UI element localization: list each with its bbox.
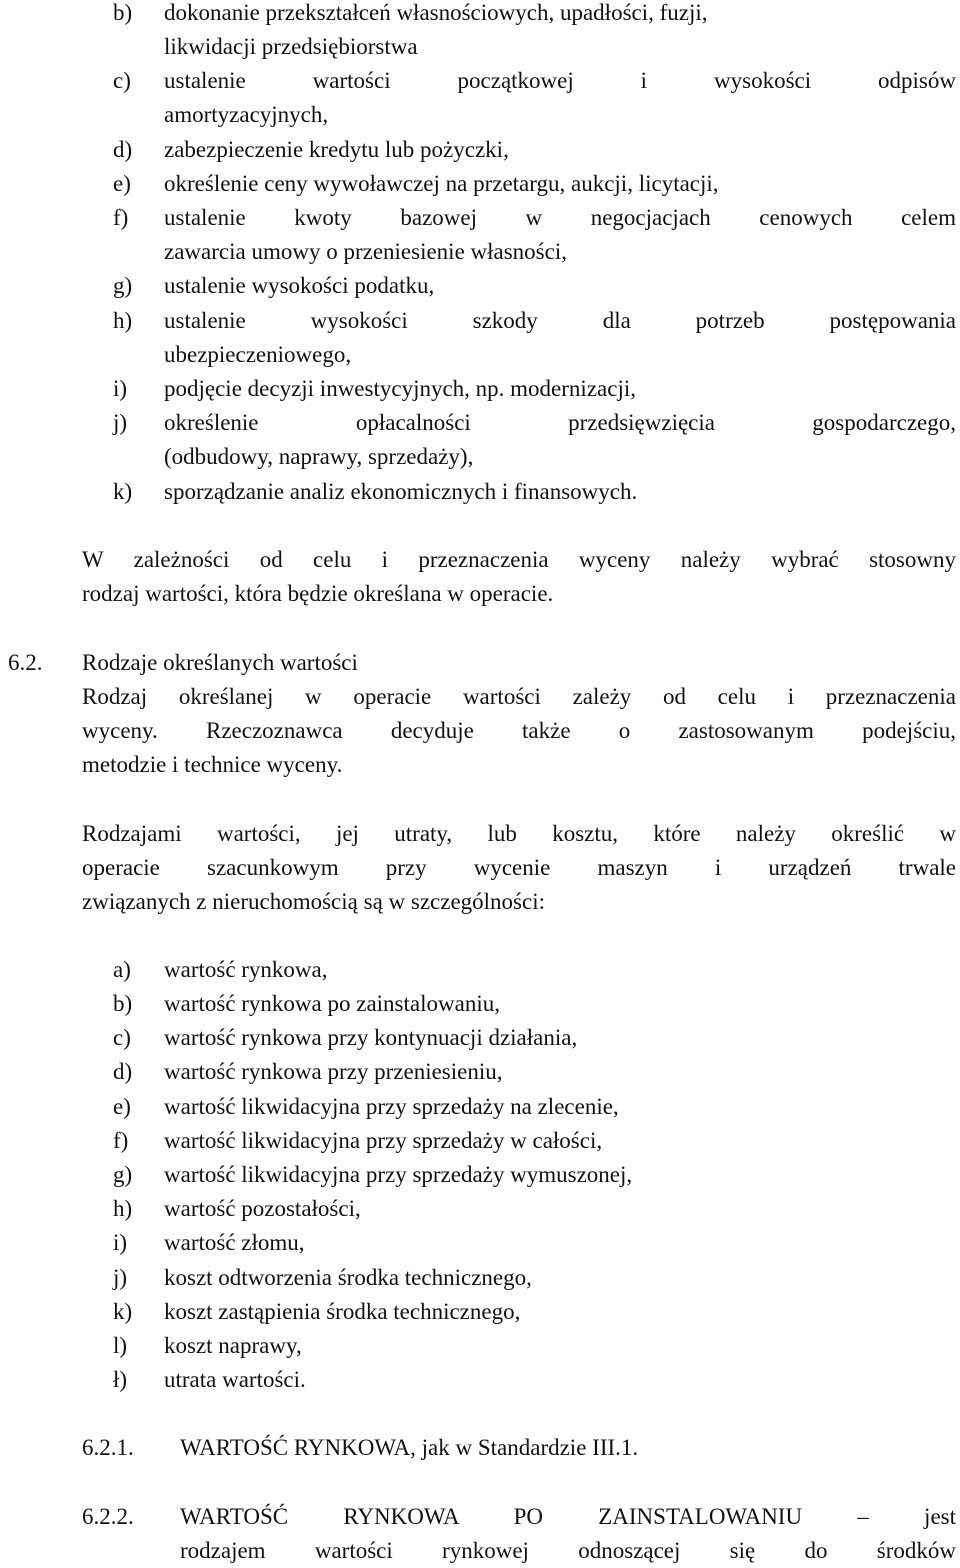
list-item-label: j)	[113, 410, 128, 435]
paragraph-line: związanych z nieruchomością są w szczególności:	[82, 889, 545, 914]
list-item-text: wartość rynkowa przy przeniesieniu,	[164, 1059, 503, 1084]
list-item-text: likwidacji przedsiębiorstwa	[164, 34, 418, 59]
list-item-label: c)	[113, 68, 131, 93]
section-number: 6.2.	[8, 650, 43, 675]
list-item-label: a)	[113, 957, 131, 982]
list-item-label: b)	[113, 991, 133, 1016]
list-item-label: k)	[113, 1299, 133, 1324]
paragraph-line: rodzajem wartości rynkowej odnoszącej się do środków	[180, 1538, 956, 1563]
list-item-text: podjęcie decyzji inwestycyjnych, np. modernizacji,	[164, 376, 636, 401]
list-item-label: h)	[113, 1196, 133, 1221]
list-item-label: c)	[113, 1025, 131, 1050]
list-item-text: ustalenie kwoty bazowej w negocjacjach cenowych celem	[164, 205, 956, 230]
list-item-label: d)	[113, 1059, 133, 1084]
list-item-text: ustalenie wysokości podatku,	[164, 273, 435, 298]
list-item-text: wartość likwidacyjna przy sprzedaży w całości,	[164, 1128, 603, 1153]
section-title: WARTOŚĆ RYNKOWA PO ZAINSTALOWANIU – jest	[180, 1504, 956, 1529]
list-item-text: amortyzacyjnych,	[164, 102, 329, 127]
list-item-text: zabezpieczenie kredytu lub pożyczki,	[164, 137, 509, 162]
paragraph-line: wyceny. Rzeczoznawca decyduje także o zastosowanym podejściu,	[82, 718, 956, 743]
list-item-text: określenie opłacalności przedsięwzięcia gospodarczego,	[164, 410, 956, 435]
list-item-label: e)	[113, 1094, 131, 1119]
paragraph-line: W zależności od celu i przeznaczenia wyceny należy wybrać stosowny	[82, 547, 956, 572]
list-item-text: (odbudowy, naprawy, sprzedaży),	[164, 444, 474, 469]
list-item-label: i)	[113, 376, 128, 401]
list-item-label: k)	[113, 479, 133, 504]
list-item-text: wartość rynkowa przy kontynuacji działania,	[164, 1025, 578, 1050]
paragraph-line: Rodzaj określanej w operacie wartości zależy od celu i przeznaczenia	[82, 684, 956, 709]
section-title: Rodzaje określanych wartości	[82, 650, 358, 675]
list-item-label: j)	[113, 1265, 128, 1290]
list-item-text: wartość likwidacyjna przy sprzedaży wymuszonej,	[164, 1162, 633, 1187]
section-title: WARTOŚĆ RYNKOWA, jak w Standardzie III.1.	[180, 1435, 639, 1460]
section-number: 6.2.2.	[82, 1504, 134, 1529]
list-item-text: ustalenie wysokości szkody dla potrzeb postępowania	[164, 308, 956, 333]
list-item-label: f)	[113, 205, 129, 230]
list-item-text: ubezpieczeniowego,	[164, 342, 352, 367]
paragraph-line: metodzie i technice wyceny.	[82, 752, 343, 777]
list-item-text: wartość złomu,	[164, 1230, 305, 1255]
list-item-label: h)	[113, 308, 133, 333]
list-item-text: wartość rynkowa,	[164, 957, 328, 982]
list-item-text: koszt odtworzenia środka technicznego,	[164, 1265, 532, 1290]
list-item-text: sporządzanie analiz ekonomicznych i finansowych.	[164, 479, 638, 504]
paragraph-line: Rodzajami wartości, jej utraty, lub kosztu, które należy określić w	[82, 821, 956, 846]
list-item-label: ł)	[113, 1367, 128, 1392]
list-item-label: d)	[113, 137, 133, 162]
list-item-label: f)	[113, 1128, 129, 1153]
list-item-text	[164, 0, 956, 30]
list-item-text: określenie ceny wywoławczej na przetargu, aukcji, licytacji,	[164, 171, 719, 196]
list-item-text: wartość likwidacyjna przy sprzedaży na zlecenie,	[164, 1094, 619, 1119]
paragraph-line: rodzaj wartości, która będzie określana w operacie.	[82, 581, 554, 606]
list-item-line: dokonanie przekształceń własnościowych, upadłości, fuzji,	[164, 0, 708, 25]
list-item-label: l)	[113, 1333, 128, 1358]
list-item-text: koszt zastąpienia środka technicznego,	[164, 1299, 521, 1324]
list-item-text: ustalenie wartości początkowej i wysokości odpisów	[164, 68, 956, 93]
list-item-text: zawarcia umowy o przeniesienie własności,	[164, 239, 567, 264]
list-item-text: wartość rynkowa po zainstalowaniu,	[164, 991, 500, 1016]
paragraph-line: operacie szacunkowym przy wycenie maszyn i urządzeń trwale	[82, 855, 956, 880]
section-number: 6.2.1.	[82, 1435, 134, 1460]
list-item-text: wartość pozostałości,	[164, 1196, 361, 1221]
list-item-text: koszt naprawy,	[164, 1333, 302, 1358]
list-item-label: i)	[113, 1230, 128, 1255]
list-item-label: e)	[113, 171, 131, 196]
list-item-text: utrata wartości.	[164, 1367, 306, 1392]
list-item-label: g)	[113, 273, 133, 298]
list-item-label: b)	[113, 0, 133, 25]
list-item-label: g)	[113, 1162, 133, 1187]
